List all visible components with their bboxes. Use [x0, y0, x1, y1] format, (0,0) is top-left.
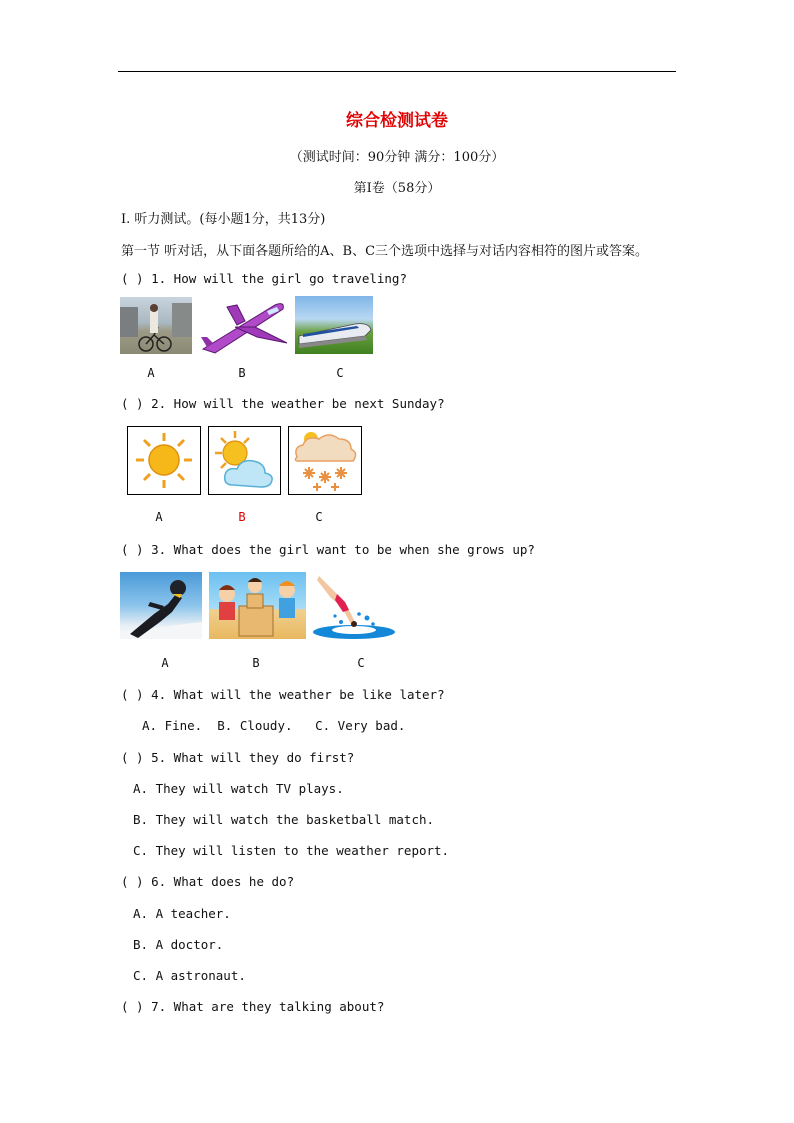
question-7: ( ) 7. What are they talking about?: [121, 999, 385, 1014]
question-3: ( ) 3. What does the girl want to be when she grows up?: [121, 542, 535, 557]
sun-cloud-icon: [208, 426, 281, 495]
header-rule: [118, 71, 676, 72]
option-label-c: C: [357, 656, 365, 670]
section-heading: Ⅰ. 听力测试。(每小题1分，共13分): [121, 212, 326, 227]
sunny-icon: [127, 426, 201, 495]
question-6-option-c: C. A astronaut.: [133, 968, 246, 983]
diver-image: [311, 572, 397, 641]
snow-icon: [288, 426, 362, 495]
option-label-b: B: [252, 656, 260, 670]
question-4-options: A. Fine. B. Cloudy. C. Very bad.: [142, 718, 406, 733]
train-image: [295, 296, 373, 354]
option-label-c: C: [336, 366, 344, 380]
question-5-option-a: A. They will watch TV plays.: [133, 781, 344, 796]
children-beach-image: [209, 572, 306, 639]
option-label-a: A: [161, 656, 169, 670]
section-instruction: 第一节 听对话，从下面各题所给的A、B、C三个选项中选择与对话内容相符的图片或答案。: [121, 244, 649, 259]
page-title: 综合检测试卷: [346, 111, 448, 131]
question-5-option-c: C. They will listen to the weather report.: [133, 843, 450, 858]
option-label-b-highlighted: B: [238, 510, 246, 524]
option-label-b: B: [238, 366, 246, 380]
question-6: ( ) 6. What does he do?: [121, 874, 295, 889]
option-label-a: A: [155, 510, 163, 524]
question-6-option-a: A. A teacher.: [133, 906, 231, 921]
question-4: ( ) 4. What will the weather be like later?: [121, 687, 445, 702]
question-2: ( ) 2. How will the weather be next Sunday?: [121, 396, 445, 411]
question-1: ( ) 1. How will the girl go traveling?: [121, 271, 407, 286]
astronaut-image: [120, 572, 202, 639]
option-label-c: C: [315, 510, 323, 524]
option-label-a: A: [147, 366, 155, 380]
exam-info: （测试时间：90分钟 满分：100分）: [289, 150, 505, 165]
bicycle-image: [120, 297, 192, 354]
question-5-option-b: B. They will watch the basketball match.: [133, 812, 435, 827]
question-5: ( ) 5. What will they do first?: [121, 750, 355, 765]
part-title: 第Ⅰ卷（58分）: [353, 181, 441, 196]
airplane-image: [197, 297, 289, 355]
question-6-option-b: B. A doctor.: [133, 937, 224, 952]
